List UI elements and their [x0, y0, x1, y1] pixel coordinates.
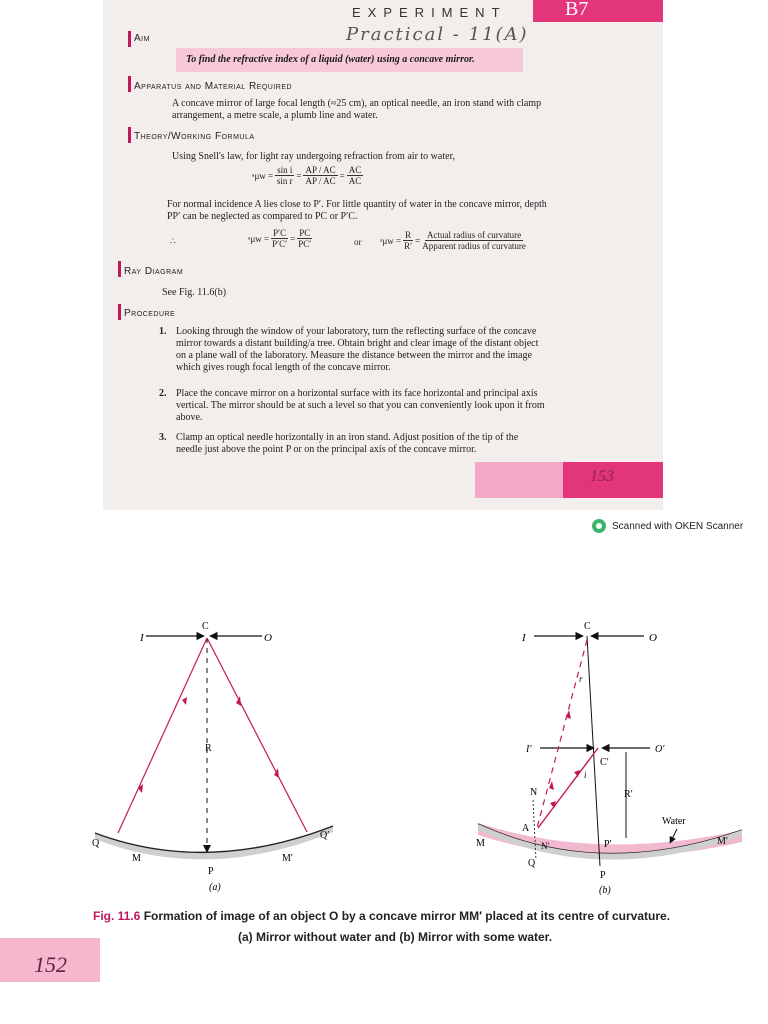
aim-heading: Aim — [134, 33, 150, 44]
label-m: M — [476, 838, 485, 849]
step-line: which gives rough focal length of the concave mirror. — [176, 362, 391, 373]
step-line: Looking through the window of your laboratory, turn the reflecting surface of the concave — [176, 326, 537, 337]
apparatus-line: arrangement, a metre scale, a plumb line and water. — [172, 110, 378, 121]
frac-num: sin i — [277, 165, 293, 175]
handwritten-note: Practical - 11(A) — [346, 24, 529, 45]
experiment-header: EXPERIMENT — [352, 5, 507, 20]
frac-num: AP / AC — [305, 165, 336, 175]
radius-formula: ᵃμw = $\frac{R}{R'}$ = $\frac{\text{Actual radius of curvature}}{\text{Apparent radius of curvature}}$ — [380, 230, 526, 251]
label-i: I — [522, 632, 526, 644]
label-c: C — [584, 621, 591, 632]
ray-arrow — [182, 697, 187, 705]
theory-para: For normal incidence A lies close to P′. For little quantity of water in the concave mirror, depth — [167, 199, 547, 210]
label-m-prime: M′ — [282, 853, 294, 864]
label-n: N — [530, 787, 538, 798]
formula-lhs: ᵃμw = — [380, 235, 402, 246]
frac-den: R′ — [404, 241, 413, 251]
label-sub-b: (b) — [599, 885, 611, 896]
ray-arrow — [138, 784, 143, 793]
theory-heading: Theory/Working Formula — [134, 131, 255, 142]
frac-den: PC′ — [298, 239, 312, 249]
formula-lhs: ᵃμw = — [248, 233, 270, 244]
label-o: O — [649, 632, 657, 644]
scanner-logo-icon — [592, 519, 606, 533]
scanner-text: Scanned with OKEN Scanner — [612, 520, 744, 532]
section-marker — [118, 304, 121, 320]
page-number: 152 — [34, 952, 67, 977]
reflected-ray — [207, 638, 307, 832]
principal-axis — [587, 636, 600, 866]
section-marker — [118, 261, 121, 277]
step-number: 2. — [159, 388, 167, 399]
step-number: 1. — [159, 326, 167, 337]
frac-den: AC — [348, 176, 362, 186]
step-line: vertical. The mirror should be at such a level so that you can conveniently look upon it from — [176, 400, 545, 411]
label-q-prime: Q′ — [320, 830, 330, 841]
page-number: 153 — [590, 468, 614, 485]
procedure-heading: Procedure — [124, 308, 176, 319]
label-c-prime: C′ — [600, 757, 609, 768]
step-line: Place the concave mirror on a horizontal surface with its face horizontal and principal axis — [176, 388, 538, 399]
formula-lhs: ᵃμw = — [252, 170, 274, 181]
step-line: on a plane wall of the laboratory. Measure the distance between the mirror and the image — [176, 350, 532, 361]
apparatus-line: A concave mirror of large focal length (≈25 cm), an optical needle, an iron stand with clamp — [172, 98, 542, 109]
label-i-prime: I′ — [526, 744, 532, 755]
label-m-prime: M′ — [717, 836, 729, 847]
figure-caption — [93, 907, 743, 925]
experiment-code-tab: B7 — [533, 0, 663, 22]
section-marker — [128, 127, 131, 143]
refracted-ray — [538, 748, 598, 828]
step-number: 3. — [159, 432, 167, 443]
step-line: mirror towards a distant building/a tree. Obtain bright and clear image of the distant object — [176, 338, 539, 349]
apparatus-heading: Apparatus and Material Required — [134, 81, 293, 92]
label-a: A — [522, 823, 530, 834]
frac-num: P′C — [273, 228, 287, 238]
label-angle-r: r — [579, 674, 583, 684]
ray-diagram-ref: See Fig. 11.6(b) — [162, 287, 227, 298]
frac-den: sin r — [276, 176, 293, 186]
normal-line — [533, 800, 536, 860]
mirror-mm-prime — [95, 826, 333, 859]
label-m: M — [132, 853, 141, 864]
theory-intro: Using Snell's law, for light ray undergoing refraction from air to water, — [172, 151, 455, 162]
label-r-prime: R′ — [624, 789, 633, 800]
caption-line2: (a) Mirror without water and (b) Mirror with some water. — [238, 930, 553, 944]
incident-ray — [118, 638, 207, 833]
label-water: Water — [662, 816, 686, 827]
frac-num: AC — [348, 165, 362, 175]
page-number-band — [475, 462, 575, 498]
label-p: P — [600, 870, 606, 881]
frac-den: P′C′ — [272, 239, 288, 249]
label-o-prime: O′ — [655, 744, 665, 755]
figure-11-6 — [0, 600, 768, 900]
frac-den: AP / AC — [305, 176, 336, 186]
caption-line1: Formation of image of an object O by a concave mirror MM′ placed at its centre of curvature. — [143, 909, 671, 923]
snell-formula: ᵃμw = $\frac{\text{sin i}}{\text{sin r}}$ = $\frac{AP / AC}{AP / AC}$ = $\frac{AC}{AC}$ — [252, 165, 362, 186]
ray-arrow — [236, 696, 241, 706]
aim-text: To find the refractive index of a liquid (water) using a concave mirror. — [176, 48, 523, 72]
or-word: or — [354, 237, 362, 247]
image-formula: ᵃμw = $\frac{P'C}{P'C'}$ = $\frac{PC}{PC'}$ — [248, 228, 312, 249]
step-line: needle just above the point P or on the principal axis of the concave mirror. — [176, 444, 477, 455]
frac-num: Actual radius of curvature — [426, 230, 522, 240]
label-r: R — [205, 743, 212, 754]
section-marker — [128, 76, 131, 92]
label-o: O — [264, 632, 272, 644]
water-pointer — [670, 829, 677, 843]
therefore-sign: ∴ — [170, 236, 176, 246]
label-p: P — [208, 866, 214, 877]
frac-den: Apparent radius of curvature — [422, 241, 526, 251]
diagram-a — [92, 621, 333, 893]
label-c: C — [202, 621, 209, 632]
label-i: I — [140, 632, 144, 644]
step-line: above. — [176, 412, 203, 423]
label-q: Q — [528, 858, 536, 869]
theory-para: PP′ can be neglected as compared to PC or P′C. — [167, 211, 358, 222]
label-p-prime: P′ — [604, 839, 612, 850]
step-line: Clamp an optical needle horizontally in an iron stand. Adjust position of the tip of the — [176, 432, 519, 443]
figure-number: Fig. 11.6 — [93, 909, 141, 923]
diagram-b — [476, 621, 742, 896]
label-q: Q — [92, 838, 100, 849]
section-marker — [128, 31, 131, 47]
label-angle-i: i — [584, 770, 587, 780]
ray-diagram-heading: Ray Diagram — [124, 266, 184, 277]
label-n-prime: N′ — [541, 841, 550, 851]
frac-num: PC — [299, 228, 311, 238]
scanner-watermark — [592, 519, 743, 533]
ray-extension — [537, 640, 587, 828]
frac-num: R — [405, 230, 412, 240]
label-sub-a: (a) — [209, 882, 221, 893]
